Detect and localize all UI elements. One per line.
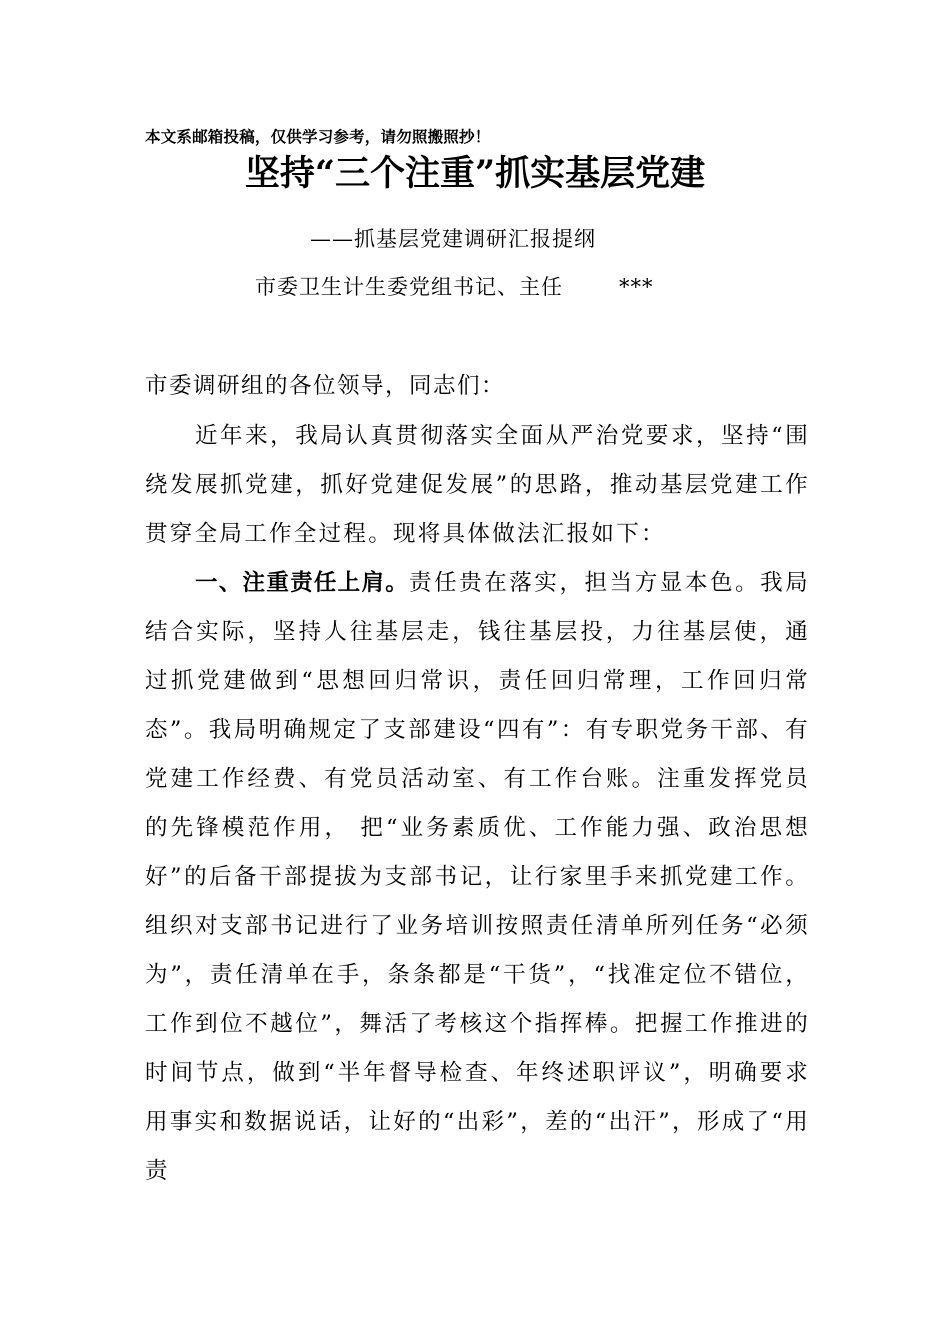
- salutation: 市委调研组的各位领导，同志们：: [145, 373, 506, 399]
- document-subtitle: ——抓基层党建调研汇报提纲: [310, 227, 596, 251]
- section-body: 责任贵在落实，担当方显本色。我局结合实际，坚持人往基层走，钱往基层投，力往基层使，通过抓党建做到“思想回归常识，责任回归常理，工作回归常态”。我局明确规定了支部建设“四有”：有专职党务干部、有党建工作经费、有党员活动室、有工作台账。注重发挥党员的先锋模范作用， 把“业务素质优、工作能力强、政治思想好”的后备干部提拔为支部书记，让行家里手来抓党建工作。组织对支部书记进行了业务培训按照责任清单所列任务“必须为”，责任清单在手，条条都是“干货”，“找准定位不错位，工作到位不越位”，舞活了考核这个指挥棒。把握工作推进的时间节点，做到“半年督导检查、年终述职评议”，明确要求用事实和数据说话，让好的“出彩”，差的“出汗”，形成了“用责: [145, 570, 810, 1184]
- author-name: ***: [619, 275, 654, 299]
- author-line: [255, 270, 654, 304]
- disclaimer-note: 本文系邮箱投稿，仅供学习参考，请勿照搬照抄！: [145, 127, 491, 146]
- paragraph-section-1: [145, 559, 810, 1196]
- paragraph-intro: 近年来，我局认真贯彻落实全面从严治党要求，坚持“围绕发展抓党建，抓好党建促发展”的思路，推动基层党建工作贯穿全局工作全过程。现将具体做法汇报如下：: [145, 423, 810, 547]
- author-role: 市委卫生计生委党组书记、主任: [255, 275, 563, 299]
- section-heading: 一、注重责任上肩。: [195, 570, 410, 596]
- document-title: 坚持“三个注重”抓实基层党建: [244, 153, 706, 194]
